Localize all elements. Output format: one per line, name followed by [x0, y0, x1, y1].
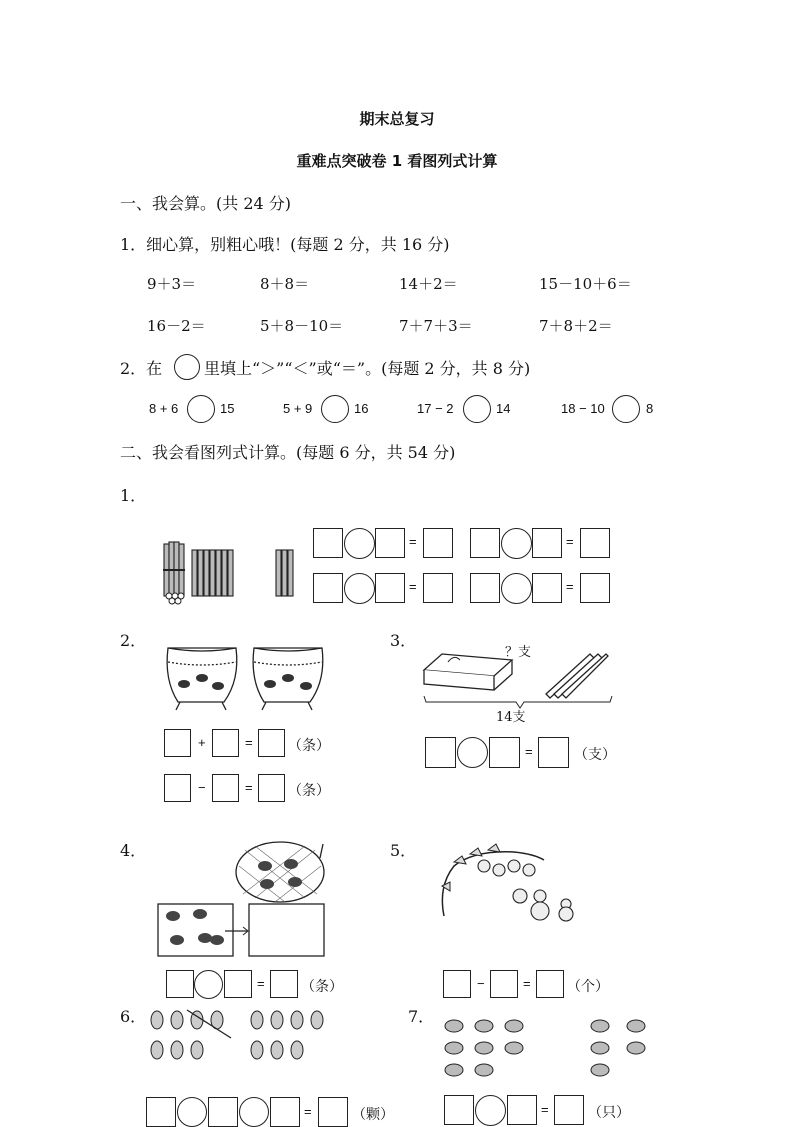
page-title: 期末总复习: [359, 110, 435, 128]
equation: 7＋8＋2＝: [539, 317, 613, 335]
answer-box[interactable]: [258, 729, 285, 757]
unit-label: （条）: [301, 979, 343, 995]
unit-label: （支）: [574, 747, 616, 763]
plus-sign: +: [198, 735, 206, 750]
bees-illustration: [440, 1014, 665, 1084]
answer-box[interactable]: [470, 573, 500, 603]
answer-box[interactable]: [507, 1095, 537, 1125]
compare-right: 16: [354, 401, 369, 416]
compare-left: 18 − 10: [561, 401, 605, 416]
answer-box[interactable]: [489, 737, 520, 768]
section1-heading: 一、我会算。(共 24 分): [120, 194, 292, 213]
equals-sign: =: [245, 780, 253, 795]
equals-sign: =: [409, 579, 417, 594]
equals-sign: =: [541, 1102, 549, 1117]
answer-box[interactable]: [270, 970, 298, 998]
unit-label: （个）: [567, 979, 609, 995]
compare-answer-circle[interactable]: [321, 395, 349, 423]
answer-box[interactable]: [164, 774, 191, 802]
gourd-vine-illustration: [434, 836, 584, 926]
operator-circle[interactable]: [194, 970, 223, 999]
equals-sign: =: [409, 534, 417, 549]
answer-box[interactable]: [313, 528, 343, 558]
compare-answer-circle[interactable]: [187, 395, 215, 423]
equation: 7＋7＋3＝: [399, 317, 473, 335]
compare-left: 8 + 6: [149, 401, 179, 416]
equation: 5＋8－10＝: [260, 317, 344, 335]
compare-right: 8: [646, 401, 654, 416]
total-count-label: 14支: [496, 710, 526, 725]
problem-number: 7．: [408, 1007, 435, 1026]
compare-right: 15: [220, 401, 235, 416]
q2-heading-after: 里填上“＞”“＜”或“＝”。(每题 2 分，共 8 分): [204, 359, 531, 378]
equation: 16－2＝: [147, 317, 206, 335]
equals-sign: =: [257, 976, 265, 991]
problem-number: 1．: [120, 486, 147, 505]
problem-number: 6．: [120, 1007, 147, 1026]
answer-box[interactable]: [490, 970, 518, 998]
answer-box[interactable]: [538, 737, 569, 768]
page-subtitle: 重难点突破卷 1 看图列式计算: [296, 152, 498, 170]
operator-circle[interactable]: [501, 573, 532, 604]
equation: 9＋3＝: [147, 275, 197, 293]
equals-sign: =: [523, 976, 531, 991]
minus-sign: −: [477, 976, 485, 991]
answer-box[interactable]: [580, 573, 610, 603]
answer-box[interactable]: [444, 1095, 474, 1125]
answer-box[interactable]: [375, 528, 405, 558]
unit-label: （颗）: [352, 1107, 394, 1123]
answer-box[interactable]: [313, 573, 343, 603]
compare-answer-circle[interactable]: [612, 395, 640, 423]
operator-circle[interactable]: [501, 528, 532, 559]
answer-box[interactable]: [212, 774, 239, 802]
answer-box[interactable]: [536, 970, 564, 998]
equals-sign: =: [566, 579, 574, 594]
q1-heading: 1．细心算，别粗心哦！(每题 2 分，共 16 分): [120, 235, 450, 254]
unit-label: （条）: [288, 738, 330, 754]
answer-box[interactable]: [470, 528, 500, 558]
problem-number: 3．: [390, 631, 417, 650]
problem-number: 4．: [120, 841, 147, 860]
operator-circle[interactable]: [457, 737, 488, 768]
equals-sign: =: [245, 735, 253, 750]
answer-box[interactable]: [375, 573, 405, 603]
sticks-illustration: [160, 538, 300, 608]
answer-box[interactable]: [224, 970, 252, 998]
minus-sign: −: [198, 780, 206, 795]
equals-sign: =: [304, 1104, 312, 1119]
compare-left: 17 − 2: [417, 401, 454, 416]
answer-circle-sample: [174, 354, 200, 380]
operator-circle[interactable]: [475, 1095, 506, 1126]
fishbowls-illustration: [160, 640, 335, 715]
compare-answer-circle[interactable]: [463, 395, 491, 423]
compare-left: 5 + 9: [283, 401, 313, 416]
compare-right: 14: [496, 401, 511, 416]
answer-box[interactable]: [532, 528, 562, 558]
answer-box[interactable]: [423, 528, 453, 558]
answer-box[interactable]: [166, 970, 194, 998]
answer-box[interactable]: [554, 1095, 584, 1125]
problem-number: 5．: [390, 841, 417, 860]
q2-heading-before: 2．在: [120, 359, 163, 378]
answer-box[interactable]: [443, 970, 471, 998]
answer-box[interactable]: [258, 774, 285, 802]
problem-number: 2．: [120, 631, 147, 650]
equals-sign: =: [566, 534, 574, 549]
equation: 15－10＋6＝: [539, 275, 632, 293]
unknown-count-label: ？支: [505, 645, 532, 660]
answer-box[interactable]: [212, 729, 239, 757]
candies-illustration: [145, 1008, 345, 1068]
equation: 8＋8＝: [260, 275, 310, 293]
unit-label: （只）: [588, 1105, 630, 1121]
section2-heading: 二、我会看图列式计算。(每题 6 分，共 54 分): [120, 443, 456, 462]
operator-circle[interactable]: [344, 573, 375, 604]
answer-box[interactable]: [425, 737, 456, 768]
equation: 14＋2＝: [399, 275, 458, 293]
answer-box[interactable]: [580, 528, 610, 558]
answer-box[interactable]: [164, 729, 191, 757]
operator-circle[interactable]: [344, 528, 375, 559]
equals-sign: =: [525, 744, 533, 759]
answer-box[interactable]: [423, 573, 453, 603]
answer-box[interactable]: [532, 573, 562, 603]
fish-net-illustration: [155, 836, 335, 961]
unit-label: （条）: [288, 783, 330, 799]
